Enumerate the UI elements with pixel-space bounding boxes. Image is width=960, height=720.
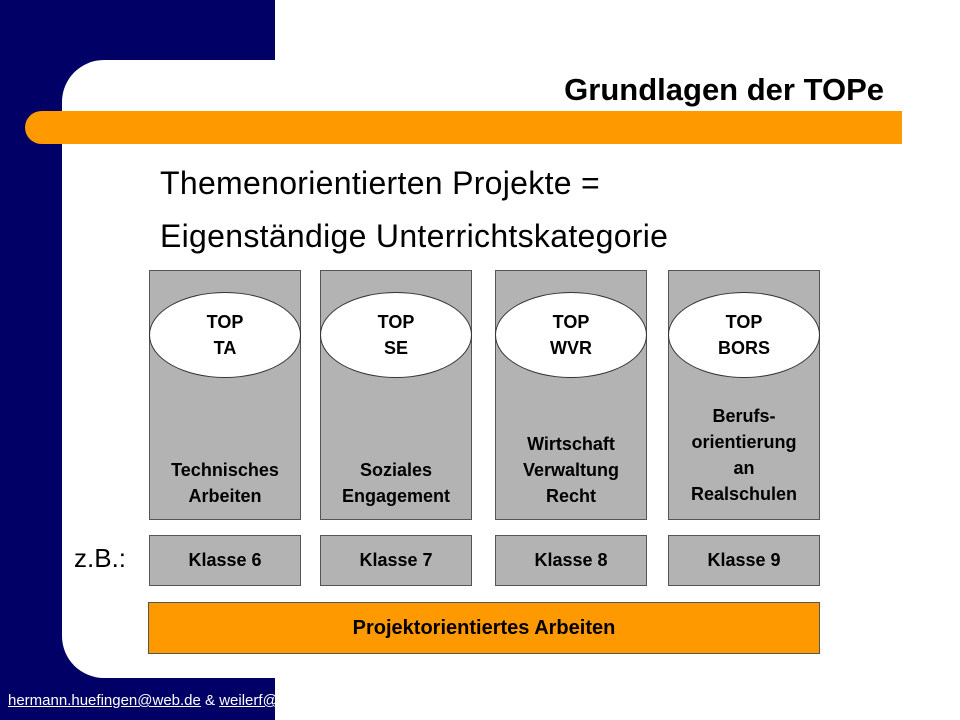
oval-line-1: TOP <box>552 312 590 332</box>
footer-separator: & <box>200 692 220 709</box>
label-line: Engagement <box>341 486 451 506</box>
oval-line-2: BORS <box>717 338 770 358</box>
project-work-bar: Projektorientiertes Arbeiten <box>148 602 820 654</box>
subtitle-line-2: Eigenständige Unterrichtskategorie <box>160 218 669 254</box>
label-line: Technisches <box>171 460 279 480</box>
oval-line-2: WVR <box>550 338 592 358</box>
klasse-7-box: Klasse 7 <box>320 535 472 586</box>
label-line: Verwaltung <box>522 460 620 480</box>
label-line: Wirtschaft <box>527 434 615 454</box>
oval-top-se <box>320 292 472 378</box>
column-label-soziales-engagement <box>311 457 481 509</box>
label-line: Realschulen <box>690 484 798 504</box>
oval-line-2: TA <box>213 338 237 358</box>
klasse-9-box: Klasse 9 <box>668 535 820 586</box>
example-label: z.B.: <box>74 543 127 573</box>
oval-top-bors <box>668 292 820 378</box>
oval-line-1: TOP <box>377 312 415 332</box>
oval-line-1: TOP <box>725 312 763 332</box>
klasse-8-box: Klasse 8 <box>495 535 647 586</box>
label-line: Soziales <box>359 460 433 480</box>
oval-line-1: TOP <box>206 312 244 332</box>
column-label-technisches-arbeiten <box>140 457 310 509</box>
oval-top-wvr <box>495 292 647 378</box>
footer-contact <box>8 692 327 709</box>
label-line: Arbeiten <box>188 486 262 506</box>
orange-title-bar <box>25 111 902 144</box>
klasse-6-box: Klasse 6 <box>149 535 301 586</box>
label-line: orientierung <box>691 432 797 452</box>
email-link-weiler[interactable]: weilerf@gmx.de <box>219 692 327 709</box>
label-line: Berufs- <box>712 406 776 426</box>
email-link-huefingen[interactable]: hermann.huefingen@web.de <box>8 692 201 709</box>
oval-top-ta <box>149 292 301 378</box>
label-line: an <box>733 458 755 478</box>
label-line: Recht <box>545 486 596 506</box>
column-label-berufsorientierung-realschulen <box>659 403 829 507</box>
page-title: Grundlagen der TOPe <box>564 72 884 107</box>
oval-line-2: SE <box>383 338 408 358</box>
subtitle-line-1: Themenorientierten Projekte = <box>160 165 601 201</box>
column-label-wirtschaft-verwaltung-recht <box>486 431 656 509</box>
